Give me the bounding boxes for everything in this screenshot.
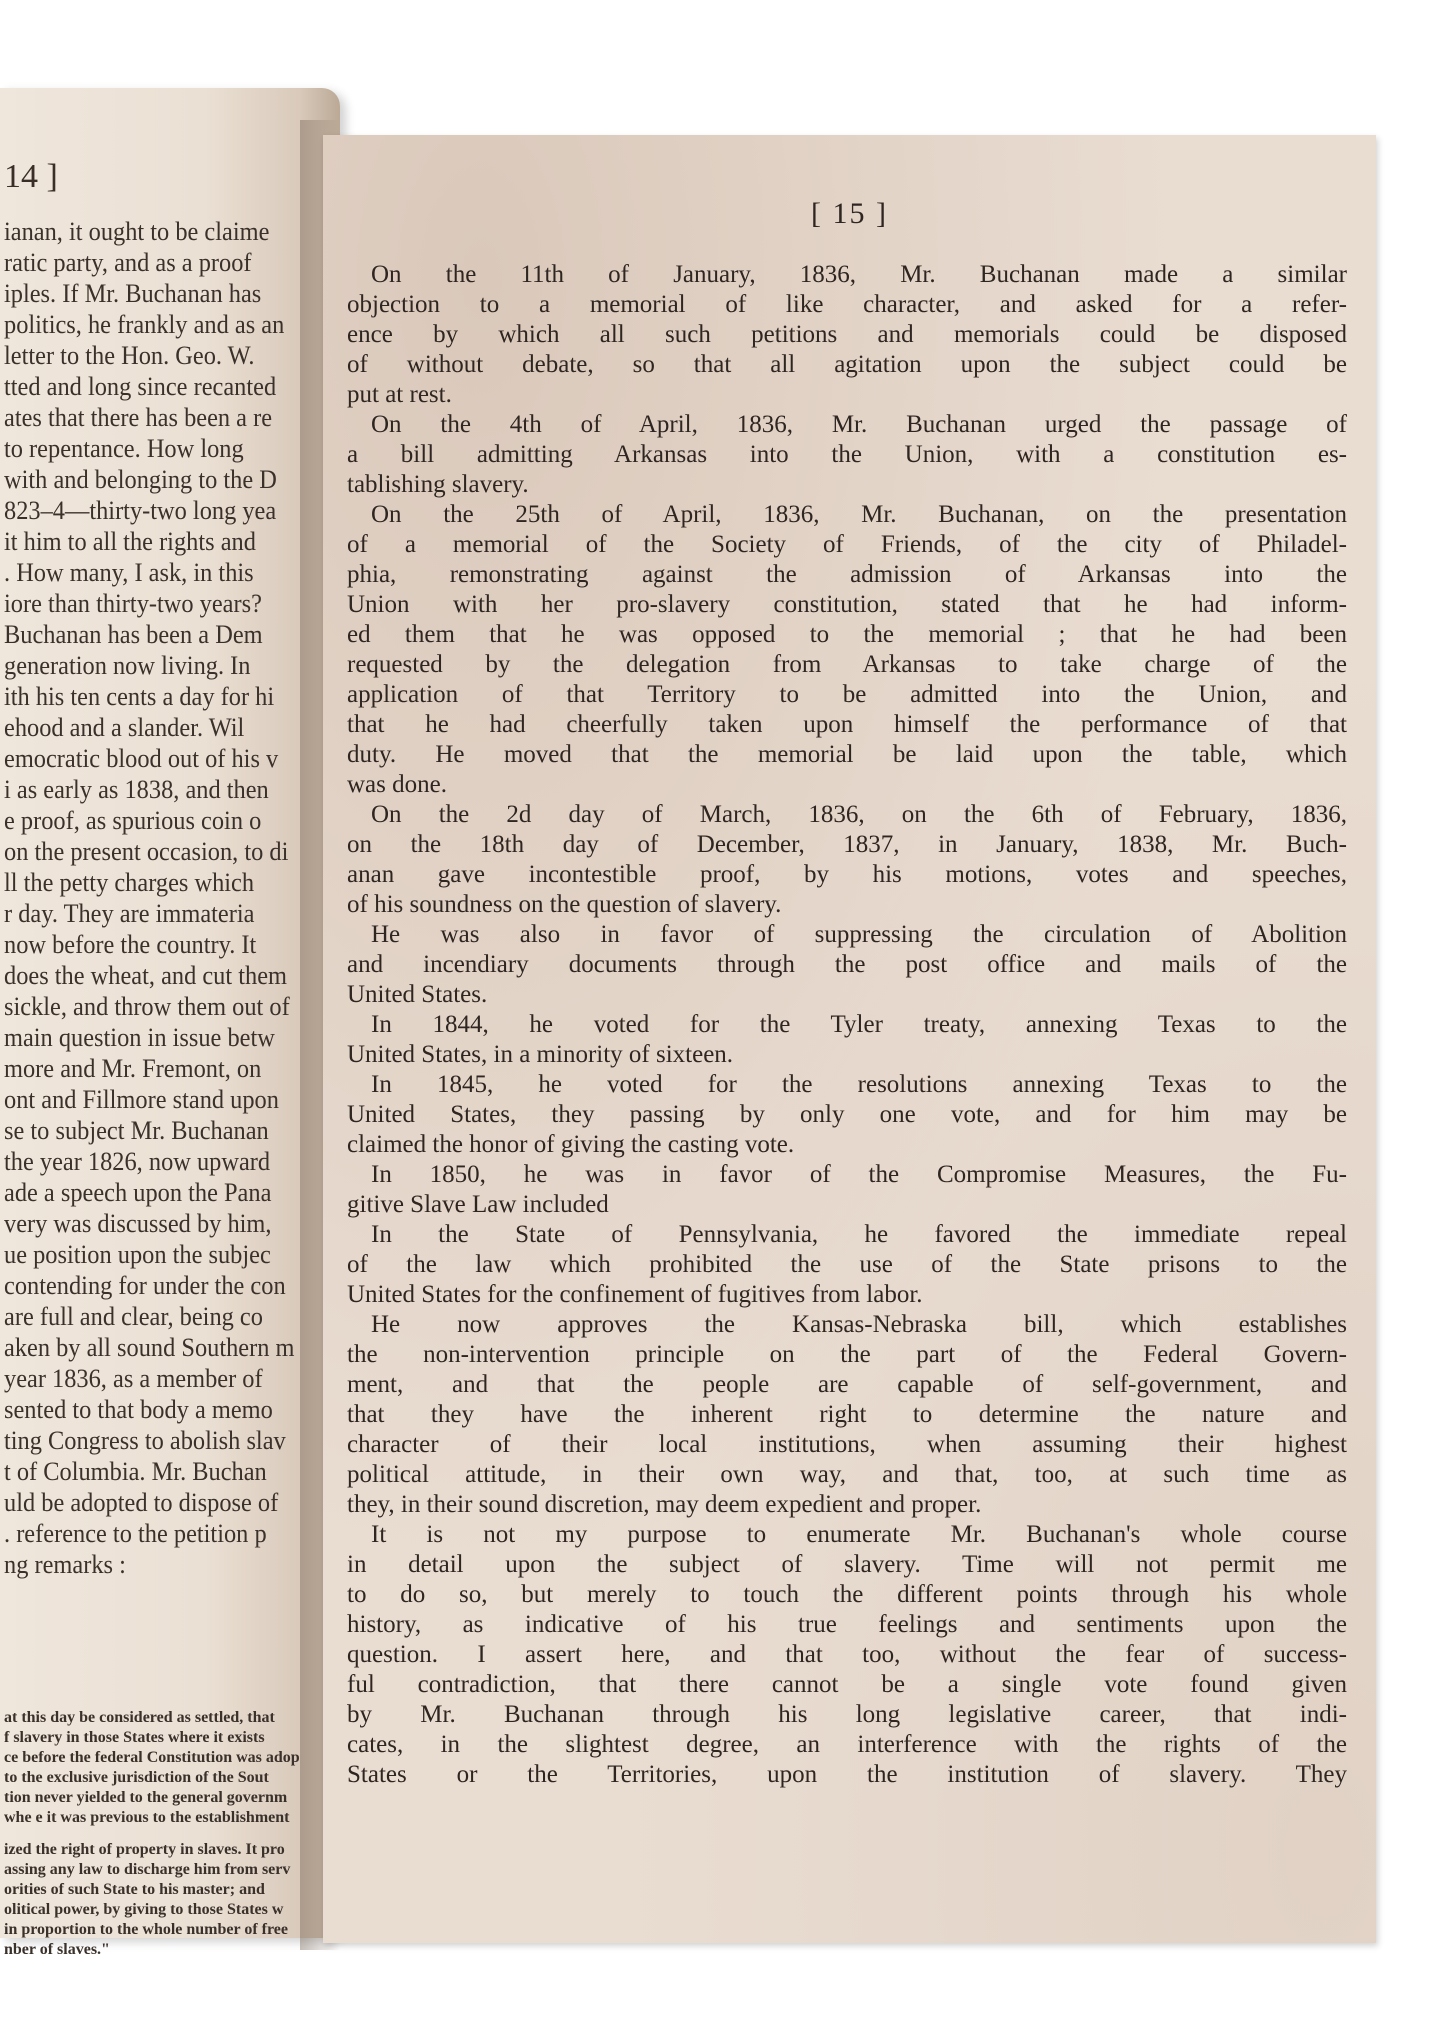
text-line: . How many, I ask, in this [4,557,254,587]
text-line: On the 11th of January, 1836, Mr. Buchanan made a similar [371,261,1347,288]
text-line: ed them that he was opposed to the memorial ; that he had been [347,621,1347,648]
text-line: ful contradiction, that there cannot be a single vote found given [347,1671,1347,1698]
text-line: ment, and that the people are capable of self-government, and [347,1371,1347,1398]
text-line: In 1845, he voted for the resolutions annexing Texas to the [371,1071,1347,1098]
text-line: year 1836, as a member of [4,1363,263,1393]
text-line: and incendiary documents through the post office and mails of the [347,951,1347,978]
text-line: United States, in a minority of sixteen. [347,1041,734,1068]
text-line: of his soundness on the question of slavery. [347,891,782,918]
text-line: ade a speech upon the Pana [4,1177,272,1207]
text-line: to do so, but merely to touch the different points through his whole [347,1581,1347,1608]
text-line: it him to all the rights and [4,526,256,556]
left-page-number: 14 ] [4,158,58,195]
text-line: the non-intervention principle on the part of the Federal Govern- [347,1341,1347,1368]
text-line: that they have the inherent right to determine the nature and [347,1401,1347,1428]
text-line: more and Mr. Fremont, on [4,1053,262,1083]
text-line: Union with her pro-slavery constitution, stated that he had inform- [347,591,1347,618]
text-line: to repentance. How long [4,433,244,463]
text-line: tted and long since recanted [4,371,277,401]
text-line: ith his ten cents a day for hi [4,681,275,711]
text-line: . reference to the petition p [4,1518,267,1548]
text-line: was done. [347,771,447,798]
text-line: United States, they passing by only one vote, and for him may be [347,1101,1347,1128]
text-line: on the present occasion, to di [4,836,289,866]
text-line: r day. They are immateria [4,898,255,928]
text-line: letter to the Hon. Geo. W. [4,340,255,370]
page-body-text [347,260,1347,1790]
footnote-line: nber of slaves." [4,1941,110,1958]
text-line: On the 25th of April, 1836, Mr. Buchanan, on the presentation [371,501,1347,528]
text-line: t of Columbia. Mr. Buchan [4,1456,267,1486]
text-line: States or the Territories, upon the institution of slavery. They [347,1761,1347,1788]
text-line: ratic party, and as a proof [4,247,252,277]
text-line: iples. If Mr. Buchanan has [4,278,262,308]
text-line: are full and clear, being co [4,1301,263,1331]
text-line: sickle, and throw them out of [4,991,290,1021]
text-line: question. I assert here, and that too, without the fear of success- [347,1641,1347,1668]
text-line: e proof, as spurious coin o [4,805,262,835]
text-line: In 1844, he voted for the Tyler treaty, annexing Texas to the [371,1011,1347,1038]
text-line: Buchanan has been a Dem [4,619,263,649]
text-line: ng remarks : [4,1549,126,1579]
text-line: ue position upon the subjec [4,1239,271,1269]
text-line: with and belonging to the D [4,464,277,494]
text-line: i as early as 1838, and then [4,774,269,804]
text-line: a bill admitting Arkansas into the Union, with a constitution es- [347,441,1347,468]
text-line: very was discussed by him, [4,1208,272,1238]
footnote-line: orities of such State to his master; and [4,1881,265,1898]
text-line: by Mr. Buchanan through his long legislative career, that indi- [347,1701,1347,1728]
text-line: they, in their sound discretion, may deem expedient and proper. [347,1491,982,1518]
text-line: ont and Fillmore stand upon [4,1084,279,1114]
text-line: does the wheat, and cut them [4,960,288,990]
text-line: emocratic blood out of his v [4,743,279,773]
page-number: [ 15 ] [811,197,888,230]
footnote-line: tion never yielded to the general governm [4,1789,288,1806]
text-line: aken by all sound Southern m [4,1332,295,1362]
text-line: put at rest. [347,381,452,408]
text-line: He was also in favor of suppressing the circulation of Abolition [371,921,1347,948]
text-line: ence by which all such petitions and memorials could be disposed [347,321,1347,348]
text-line: requested by the delegation from Arkansas to take charge of the [347,651,1347,678]
text-line: iore than thirty-two years? [4,588,262,618]
text-line: that he had cheerfully taken upon himself the performance of that [347,711,1347,738]
footnote-line: ized the right of property in slaves. It pro [4,1841,285,1858]
text-line: ting Congress to abolish slav [4,1425,286,1455]
text-line: on the 18th day of December, 1837, in January, 1838, Mr. Buch- [347,831,1347,858]
text-line: duty. He moved that the memorial be laid upon the table, which [347,741,1347,768]
left-page [0,88,340,1958]
text-line: of the law which prohibited the use of the State prisons to the [347,1251,1347,1278]
text-line: in detail upon the subject of slavery. Time will not permit me [347,1551,1347,1578]
text-line: history, as indicative of his true feelings and sentiments upon the [347,1611,1347,1638]
text-line: On the 4th of April, 1836, Mr. Buchanan urged the passage of [371,411,1347,438]
text-line: political attitude, in their own way, and that, too, at such time as [347,1461,1347,1488]
text-line: In the State of Pennsylvania, he favored the immediate repeal [371,1221,1347,1248]
footnote-line: to the exclusive jurisdiction of the Sout [4,1769,269,1786]
text-line: anan gave incontestible proof, by his motions, votes and speeches, [347,861,1347,888]
text-line: politics, he frankly and as an [4,309,285,339]
text-line: character of their local institutions, when assuming their highest [347,1431,1347,1458]
text-line: ehood and a slander. Wil [4,712,245,742]
footnote-line: ce before the federal Constitution was adop [4,1749,300,1766]
text-line: contending for under the con [4,1270,286,1300]
text-line: It is not my purpose to enumerate Mr. Buchanan's whole course [371,1521,1347,1548]
text-line: ll the petty charges which [4,867,255,897]
text-line: On the 2d day of March, 1836, on the 6th of February, 1836, [371,801,1347,828]
text-line: He now approves the Kansas-Nebraska bill, which establishes [371,1311,1347,1338]
text-line: sented to that body a memo [4,1394,273,1424]
text-line: ates that there has been a re [4,402,273,432]
text-line: United States for the confinement of fugitives from labor. [347,1281,923,1308]
text-line: generation now living. In [4,650,251,680]
text-line: gitive Slave Law included [347,1191,609,1218]
footnote-line: f slavery in those States where it exists [4,1729,265,1746]
text-line: of without debate, so that all agitation upon the subject could be [347,351,1347,378]
text-line: In 1850, he was in favor of the Compromise Measures, the Fu- [371,1161,1347,1188]
text-line: application of that Territory to be admitted into the Union, and [347,681,1347,708]
text-line: main question in issue betw [4,1022,275,1052]
text-line: uld be adopted to dispose of [4,1487,279,1517]
text-line: tablishing slavery. [347,471,529,498]
text-line: now before the country. It [4,929,257,959]
text-line: claimed the honor of giving the casting vote. [347,1131,795,1158]
footnote-line: whe e it was previous to the establishment [4,1809,290,1826]
footnote-line: olitical power, by giving to those States w [4,1901,284,1918]
text-line: se to subject Mr. Buchanan [4,1115,269,1145]
text-line: cates, in the slightest degree, an interference with the rights of the [347,1731,1347,1758]
text-line: 823–4—thirty-two long yea [4,495,277,525]
text-line: ianan, it ought to be claime [4,216,270,246]
footnote-line: in proportion to the whole number of free [4,1921,288,1938]
text-line: objection to a memorial of like character, and asked for a refer- [347,291,1347,318]
text-line: the year 1826, now upward [4,1146,271,1176]
text-line: United States. [347,981,488,1008]
text-line: of a memorial of the Society of Friends, of the city of Philadel- [347,531,1347,558]
footnote-line: at this day be considered as settled, that [4,1709,275,1726]
right-page [323,135,1376,1943]
footnote-line: assing any law to discharge him from serv [4,1861,291,1878]
text-line: phia, remonstrating against the admission of Arkansas into the [347,561,1347,588]
